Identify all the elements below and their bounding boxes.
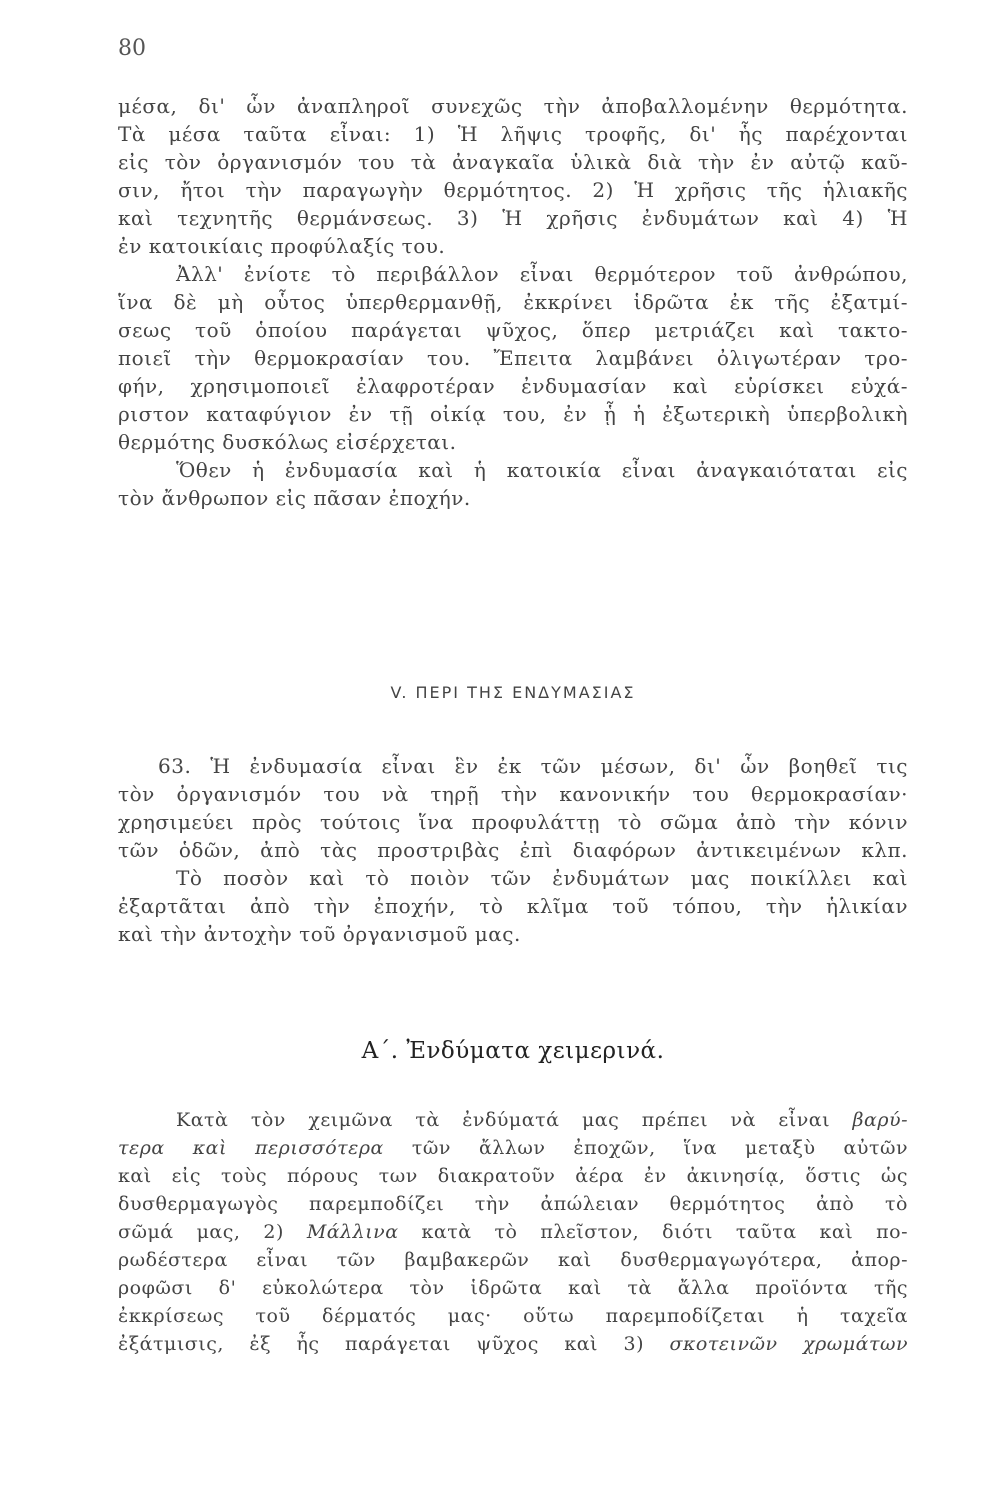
text-line: φήν, χρησιμοποιεῖ ἐλαφροτέραν ἐνδυμασίαν καὶ εὑρίσκει εὐχά- <box>118 374 908 398</box>
text-line: τὸν ὀργανισμόν του νὰ τηρῇ τὴν κανονικήν του θερμοκρασίαν· <box>118 782 908 806</box>
text-line: ριστον καταφύγιον ἐν τῇ οἰκίᾳ του, ἐν ᾗ ἡ ἐξωτερικὴ ὑπερβολικὴ <box>118 402 908 426</box>
text-line: ἐκκρίσεως τοῦ δέρματός μας· οὕτω παρεμποδίζεται ἡ ταχεῖα <box>118 1305 908 1327</box>
section-paragraphs <box>118 752 908 948</box>
section-heading: V. ΠΕΡΙ ΤΗΣ ΕΝΔΥΜΑΣΙΑΣ <box>390 683 636 702</box>
text-line: δυσθερμαγωγὸς παρεμποδίζει τὴν ἀπώλειαν θερμότητος ἀπὸ τὸ <box>118 1193 908 1215</box>
text-line: ἐξαρτᾶται ἀπὸ τὴν ἐποχήν, τὸ κλῖμα τοῦ τόπου, τὴν ἡλικίαν <box>118 894 908 918</box>
intro-paragraphs <box>118 92 908 512</box>
text-line: καὶ τὴν ἀντοχὴν τοῦ ὀργανισμοῦ μας. <box>118 922 521 946</box>
text-line: Τὸ ποσὸν καὶ τὸ ποιὸν τῶν ἐνδυμάτων μας ποικίλλει καὶ <box>176 866 908 890</box>
text-line: καὶ εἰς τοὺς πόρους των διακρατοῦν ἀέρα ἐν ἀκινησίᾳ, ὅστις ὡς <box>118 1165 908 1187</box>
text-line: σεως τοῦ ὁποίου παράγεται ψῦχος, ὅπερ μετριάζει καὶ τακτο- <box>118 318 908 342</box>
text-run: σῶμά μας, 2) <box>118 1221 307 1243</box>
text-line: χρησιμεύει πρὸς τούτοις ἵνα προφυλάττῃ τὸ σῶμα ἀπὸ τὴν κόνιν <box>118 810 908 834</box>
text-line: Ὅθεν ἡ ἐνδυμασία καὶ ἡ κατοικία εἶναι ἀναγκαιόταται εἰς <box>176 458 908 482</box>
text-line: θερμότης δυσκόλως εἰσέρχεται. <box>118 430 457 454</box>
text-line <box>118 1134 908 1162</box>
text-line: καὶ τεχνητῆς θερμάνσεως. 3) Ἡ χρῆσις ἐνδυμάτων καὶ 4) Ἡ <box>118 206 908 230</box>
emphasis-text: βαρύ- <box>852 1109 908 1131</box>
text-run: Κατὰ τὸν χειμῶνα τὰ ἐνδύματά μας πρέπει νὰ εἶναι <box>176 1109 853 1131</box>
winter-clothing-paragraph <box>118 1106 908 1358</box>
text-line: τὸν ἄνθρωπον εἰς πᾶσαν ἐποχήν. <box>118 486 471 510</box>
text-line: 63. Ἡ ἐνδυμασία εἶναι ἓν ἐκ τῶν μέσων, δι' ὧν βοηθεῖ τις <box>158 754 908 778</box>
text-run: κατὰ τὸ πλεῖστον, διότι ταῦτα καὶ πο- <box>398 1221 908 1243</box>
subsection-heading: Α΄. Ἐνδύματα χειμερινά. <box>361 1038 665 1064</box>
page-number: 80 <box>118 36 146 61</box>
text-line: ἐν κατοικίαις προφύλαξίς του. <box>118 234 446 258</box>
text-line: εἰς τὸν ὀργανισμόν του τὰ ἀναγκαῖα ὑλικὰ διὰ τὴν ἐν αὐτῷ καῦ- <box>118 150 908 174</box>
text-line: ποιεῖ τὴν θερμοκρασίαν του. Ἔπειτα λαμβάνει ὀλιγωτέραν τρο- <box>118 346 908 370</box>
text-line: Ἀλλ' ἐνίοτε τὸ περιβάλλον εἶναι θερμότερον τοῦ ἀνθρώπου, <box>176 262 908 286</box>
text-line: τῶν ὁδῶν, ἀπὸ τὰς προστριβὰς ἐπὶ διαφόρων ἀντικειμένων κλπ. <box>118 838 908 862</box>
text-line: ρωδέστερα εἶναι τῶν βαμβακερῶν καὶ δυσθερμαγωγότερα, ἀπορ- <box>118 1249 908 1271</box>
emphasis-text: σκοτεινῶν χρωμάτων <box>669 1333 908 1355</box>
text-line: ροφῶσι δ' εὐκολώτερα τὸν ἱδρῶτα καὶ τὰ ἄλλα προϊόντα τῆς <box>118 1277 908 1299</box>
emphasis-text: τερα καὶ περισσότερα <box>118 1137 384 1159</box>
text-line <box>118 1330 908 1358</box>
text-line: μέσα, δι' ὧν ἀναπληροῖ συνεχῶς τὴν ἀποβαλλομένην θερμότητα. <box>118 94 908 118</box>
text-line: σιν, ἤτοι τὴν παραγωγὴν θερμότητος. 2) Ἡ χρῆσις τῆς ἡλιακῆς <box>118 178 908 202</box>
text-run: ἐξάτμισις, ἐξ ἧς παράγεται ψῦχος καὶ 3) <box>118 1333 670 1355</box>
text-line: ἵνα δὲ μὴ οὗτος ὑπερθερμανθῇ, ἐκκρίνει ἱδρῶτα ἐκ τῆς ἐξατμί- <box>118 290 908 314</box>
text-line <box>118 1106 908 1134</box>
text-line: Τὰ μέσα ταῦτα εἶναι: 1) Ἡ λῆψις τροφῆς, δι' ἧς παρέχονται <box>118 122 908 146</box>
emphasis-text: Μάλλινα <box>306 1221 399 1243</box>
text-run: τῶν ἄλλων ἐποχῶν, ἵνα μεταξὺ αὐτῶν <box>383 1137 908 1159</box>
text-line <box>118 1218 908 1246</box>
